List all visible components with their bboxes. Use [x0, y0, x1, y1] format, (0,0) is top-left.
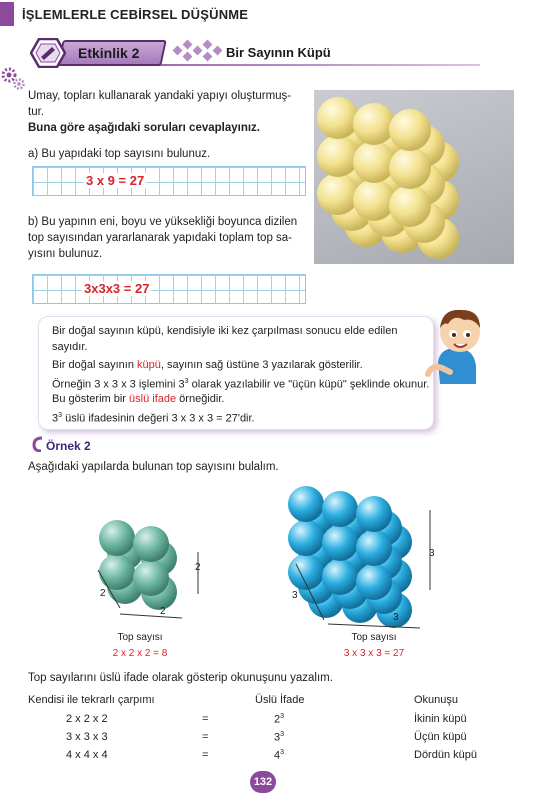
question-b-line-3: yısını bulunuz.	[28, 248, 103, 260]
right-dim-bottom: 3	[393, 612, 399, 623]
table-row-1-equals: =	[202, 713, 209, 725]
answer-grid-a	[32, 166, 306, 196]
question-b-line-2: top sayısından yararlanarak yapıdaki toplam top sa-	[28, 232, 293, 244]
definition-text: örneğidir.	[176, 393, 225, 405]
ball	[389, 147, 431, 189]
question-b-line-1: b) Bu yapının eni, boyu ve yüksekliği boyunca dizilen	[28, 216, 298, 228]
ball	[353, 103, 395, 145]
table-row-1-product: 2 x 2 x 2	[66, 713, 108, 725]
superscript: 3	[184, 378, 189, 385]
definition-text: üslü ifadesinin değeri 3 x 3 x 3 = 27'dir.	[62, 412, 255, 425]
dimension-line	[328, 624, 420, 628]
diamond-pattern-icon	[168, 37, 228, 67]
chapter-title: İŞLEMLERLE CEBİRSEL DÜŞÜNME	[22, 7, 249, 22]
definition-text: 3	[52, 412, 59, 425]
intro-instruction: Buna göre aşağıdaki soruları cevaplayınız.	[28, 122, 261, 134]
ball	[353, 141, 395, 183]
right-dim-left: 3	[292, 590, 298, 601]
table-row-3-reading: Dördün küpü	[414, 749, 477, 761]
table-row-3-power	[274, 749, 284, 762]
left-dim-left: 2	[100, 588, 106, 599]
table-row-1-reading: İkinin küpü	[414, 713, 467, 725]
yellow-ball-cube	[314, 90, 514, 264]
definition-line-4	[52, 375, 429, 392]
table-header-reading: Okunuşu	[414, 694, 459, 706]
table-row-2-equals: =	[202, 731, 209, 743]
yellow-ball-cube-photo	[314, 90, 514, 264]
ball	[99, 520, 135, 556]
intro-line-2: tur.	[28, 106, 44, 118]
chapter-accent-bar	[0, 2, 14, 26]
activity-title: Bir Sayının Küpü	[226, 45, 331, 60]
table-header-product: Kendisi ile tekrarlı çarpımı	[28, 694, 155, 706]
answer-grid-b	[32, 274, 306, 304]
answer-a: 3 x 9 = 27	[86, 173, 145, 188]
left-result: 2 x 2 x 2 = 8	[112, 648, 168, 659]
definition-line-2: sayıdır.	[52, 341, 88, 353]
hexagon-icon	[30, 38, 66, 68]
power-base: 2	[274, 713, 281, 726]
superscript: 3	[58, 412, 63, 419]
right-dim-right: 3	[429, 548, 435, 559]
cartoon-boy-icon	[420, 304, 490, 384]
activity-banner	[0, 34, 539, 74]
right-result: 3 x 3 x 3 = 27	[343, 648, 405, 659]
intro-line-1: Umay, topları kullanarak yandaki yapıyı oluşturmuş-	[28, 90, 292, 102]
ball	[322, 559, 358, 595]
activity-label: Etkinlik 2	[78, 45, 140, 61]
left-dim-right: 2	[195, 562, 201, 573]
definition-text: Örneğin 3 x 3 x 3 işlemini 3	[52, 378, 185, 391]
gears-icon	[0, 66, 26, 92]
example-marker-icon	[32, 436, 46, 452]
ball	[353, 179, 395, 221]
table-row-2-reading: Üçün küpü	[414, 731, 467, 743]
definition-text: Bu gösterim bir	[52, 393, 130, 405]
power-base: 4	[274, 749, 281, 762]
page-number: 132	[250, 771, 276, 793]
example-prompt: Aşağıdaki yapılarda bulunan top sayısını bulalım.	[28, 461, 279, 473]
power-exponent: 3	[280, 749, 285, 756]
power-exponent: 3	[280, 731, 285, 738]
question-a-text: a) Bu yapıdaki top sayısını bulunuz.	[28, 148, 211, 160]
definition-line-1: Bir doğal sayının küpü, kendisiyle iki kez çarpılması sonucu elde edilen	[52, 325, 398, 337]
power-base: 3	[274, 731, 281, 744]
ball	[317, 135, 359, 177]
ball	[356, 564, 392, 600]
dimension-line	[120, 614, 182, 618]
ball	[356, 496, 392, 532]
ball	[288, 520, 324, 556]
table-row-3-product: 4 x 4 x 4	[66, 749, 108, 761]
left-dim-bottom: 2	[160, 606, 166, 617]
ball	[99, 554, 135, 590]
table-row-2-product: 3 x 3 x 3	[66, 731, 108, 743]
example-label: Örnek 2	[46, 439, 91, 453]
chapter-header	[0, 0, 539, 28]
ball	[133, 526, 169, 562]
highlight-kupu: küpü	[137, 359, 161, 371]
highlight-uslu-ifade: üslü ifade	[129, 393, 177, 405]
power-exponent: 3	[280, 713, 285, 720]
definition-line-3	[52, 358, 363, 372]
right-caption: Top sayısı	[351, 632, 397, 643]
definition-line-5	[52, 392, 224, 406]
definition-line-6	[52, 409, 255, 426]
table-row-3-equals: =	[202, 749, 209, 761]
answer-b: 3x3x3 = 27	[84, 281, 150, 296]
ball	[389, 185, 431, 227]
table-header-exponent: Üslü İfade	[255, 694, 305, 706]
ball	[322, 491, 358, 527]
ball	[356, 530, 392, 566]
ball	[288, 486, 324, 522]
ball	[317, 97, 359, 139]
table-row-1-power	[274, 713, 284, 726]
blue-ball-cube	[280, 460, 440, 630]
ball	[317, 173, 359, 215]
definition-text: olarak yazılabilir ve "üçün küpü" şeklinde okunur.	[188, 378, 430, 391]
ball	[133, 560, 169, 596]
table-row-2-power	[274, 731, 284, 744]
definition-text: Bir doğal sayının	[52, 359, 137, 371]
ball	[389, 109, 431, 151]
definition-text: , sayının sağ üstüne 3 yazılarak gösterilir.	[160, 359, 363, 371]
ball	[322, 525, 358, 561]
summary-text: Top sayılarını üslü ifade olarak gösterip okunuşunu yazalım.	[28, 672, 333, 684]
left-caption: Top sayısı	[117, 632, 163, 643]
